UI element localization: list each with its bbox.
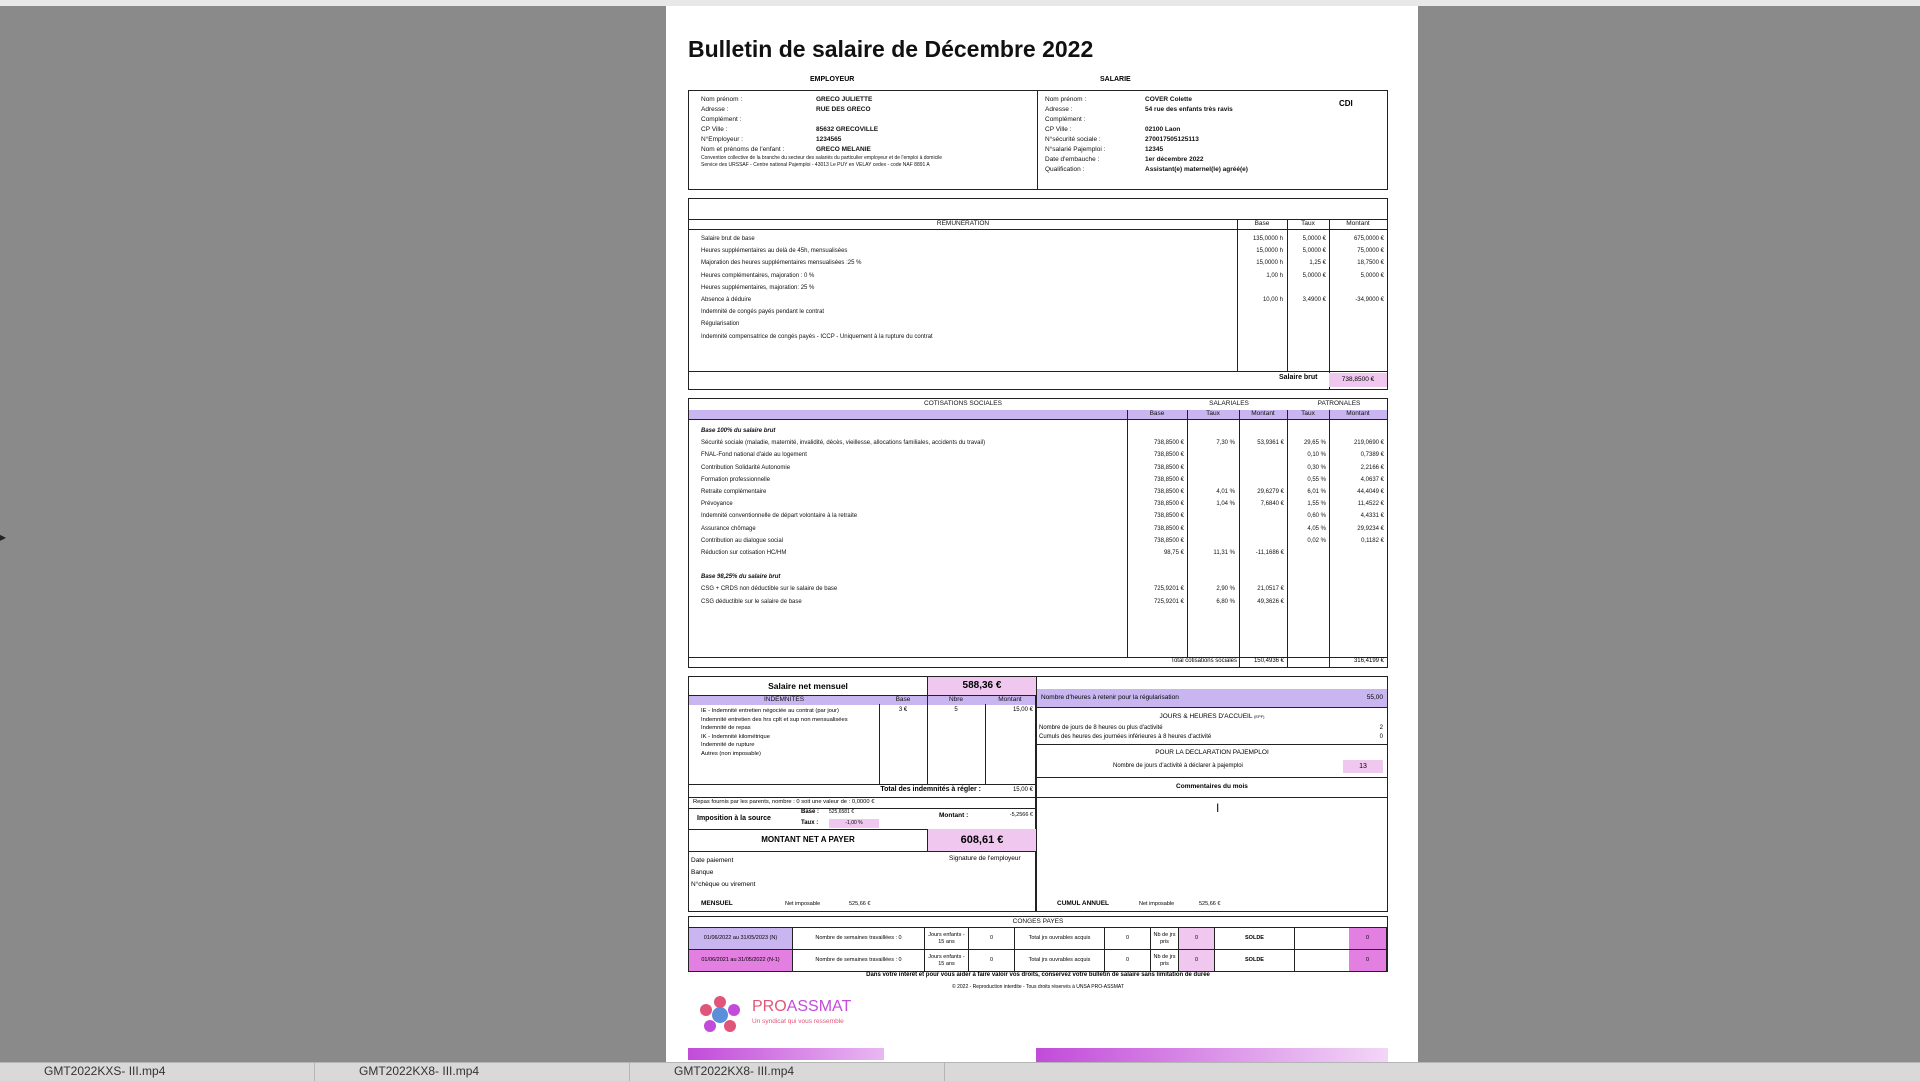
conges-row	[689, 950, 1387, 971]
cot-sal-taux-cell: 2,90 %	[1216, 586, 1235, 593]
cot-base-cell: 98,75 €	[1163, 549, 1184, 556]
cot-sal-taux-cell	[1187, 510, 1235, 522]
ind-base: 3 €	[898, 707, 908, 713]
cot-sal-montant-cell	[1239, 449, 1284, 461]
cot-pat-montant-cell: 219,0690 €	[1353, 440, 1384, 447]
cot-sal-montant-cell: 21,0517 €	[1257, 586, 1284, 593]
rem-label: Heures supplémentaires, majoration: 25 %	[701, 284, 815, 291]
cot-label: Réduction sur cotisation HC/HM	[701, 549, 787, 556]
employee-row-value: 02100 Laon	[1145, 126, 1181, 133]
cot-base-cell: 738,8500 €	[1153, 440, 1184, 447]
cot-pat-montant-cell	[1329, 596, 1384, 608]
employee-row	[1045, 125, 1248, 135]
rem-montant-cell: 5,0000 €	[1360, 272, 1384, 279]
cot-sal-taux-cell	[1187, 535, 1235, 547]
expand-arrow-icon[interactable]: ▸	[0, 530, 7, 544]
rem-label: Indemnité compensatrice de congés payés - ICCP - Uniquement à la rupture du contrat	[701, 333, 933, 340]
cot-sal-taux-cell	[1187, 571, 1235, 583]
employer-row-value: 1234565	[816, 136, 842, 143]
rem-montant-cell	[1329, 318, 1384, 330]
cot-sal-montant-cell	[1239, 523, 1284, 535]
payment-cheque-label: N°chèque ou virement	[691, 881, 756, 888]
cot-pat-montant-cell: 29,9234 €	[1357, 525, 1384, 532]
cot-pat-montant-cell	[1329, 571, 1384, 583]
jours-heading: JOURS & HEURES D'ACCUEIL (EPF)	[1159, 713, 1265, 720]
indemnite-label: IE - Indemnité entretien négociée au contrat (par jour)	[701, 708, 839, 714]
cot-sal-taux-cell	[1187, 559, 1235, 571]
cot-label: Contribution au dialogue social	[701, 537, 784, 544]
urssaf-text: Service des URSSAF - Centre national Pajemploi - 43013 Le PUY en VELAY cedex - code NAF 8891 A	[701, 162, 930, 168]
cot-sal-montant-cell	[1239, 425, 1284, 437]
employer-row-key: CP Ville :	[701, 126, 728, 133]
cumul-annuel-label: CUMUL ANNUEL	[1057, 900, 1109, 907]
rem-base-cell: 15,0000 h	[1256, 248, 1283, 255]
conges-ouvrables-value: 0	[1105, 928, 1151, 949]
rem-label: Majoration des heures supplémentaires mensualisées :25 %	[701, 260, 862, 267]
decl-value: 13	[1343, 760, 1383, 773]
employer-row	[701, 135, 942, 145]
right-info-section	[1036, 676, 1388, 912]
employee-row-value: 54 rue des enfants très ravis	[1145, 106, 1233, 113]
pay-value: 608,61 €	[927, 829, 1036, 851]
indemnites-heading: INDEMNITES	[763, 696, 805, 703]
conges-ouvrables-value: 0	[1105, 950, 1151, 971]
document-page	[666, 6, 1418, 1068]
cot-pat-taux-cell: 0,60 %	[1307, 513, 1326, 520]
patronales-heading: PATRONALES	[1317, 400, 1361, 407]
total-cotisations-pat: 316,4199 €	[1353, 658, 1384, 664]
salariales-heading: SALARIALES	[1209, 400, 1249, 407]
rem-montant-cell	[1329, 282, 1384, 294]
ind-montant: 15,00 €	[1012, 707, 1033, 713]
rem-montant-cell: 675,0000 €	[1353, 236, 1384, 242]
cot-pat-montant-cell	[1329, 559, 1384, 571]
cot-sal-taux-cell: 11,31 %	[1213, 549, 1235, 556]
cot-label: Assurance chômage	[701, 525, 756, 532]
cot-base-cell: 738,8500 €	[1153, 501, 1184, 508]
indemnite-label: Indemnité entretien des hrs cplt et sup non mensualisées	[701, 716, 848, 723]
employee-row-value: 1er décembre 2022	[1145, 156, 1204, 163]
ind-col-base: Base	[895, 696, 911, 703]
decorative-band-left	[688, 1048, 884, 1060]
cot-sal-montant-cell: 49,3626 €	[1257, 598, 1284, 605]
cot-label	[701, 559, 985, 571]
cot-label: Formation professionnelle	[701, 476, 771, 483]
remuneration-heading: REMUNERATION	[936, 220, 990, 227]
cot-pat-taux-cell	[1287, 596, 1326, 608]
ind-total-value: 15,00 €	[1012, 787, 1033, 793]
rem-taux-cell: 5,0000 €	[1302, 236, 1326, 242]
conges-solde-value: 0	[1349, 928, 1387, 949]
employer-row-value: GRECO MELANIE	[816, 146, 871, 153]
signature-label: Signature de l'employeur	[949, 855, 1021, 862]
employee-row-key: Nom prénom :	[1045, 96, 1087, 103]
cot-base-cell	[1127, 559, 1184, 571]
jours8-label: Nombre de jours de 8 heures ou plus d'activité	[1039, 725, 1163, 731]
rem-label: Absence à déduire	[701, 296, 752, 303]
employer-row-key: N°Employeur :	[701, 136, 743, 143]
cot-sal-taux-cell	[1187, 523, 1235, 535]
decl-heading: POUR LA DECLARATION PAJEMPLOI	[1155, 749, 1269, 756]
pay-label: MONTANT NET A PAYER	[761, 835, 855, 844]
cot-pat-montant-cell	[1329, 547, 1384, 559]
payment-info	[691, 855, 755, 891]
conges-period: 01/06/2022 au 31/05/2023 (N)	[689, 928, 793, 949]
cot-label: CSG + CRDS non déductible sur le salaire de base	[701, 586, 838, 593]
regul-value: 55,00	[1366, 694, 1383, 701]
rem-montant-cell: -34,9000 €	[1355, 296, 1384, 303]
ind-nbre: 5	[954, 707, 958, 713]
employee-row	[1045, 95, 1248, 105]
employer-row	[701, 95, 942, 105]
net-label: Salaire net mensuel	[768, 681, 848, 691]
employer-row-value: 85632 GRECOVILLE	[816, 126, 879, 133]
rem-taux-cell: 3,4900 €	[1302, 296, 1326, 303]
rem-col-taux: Taux	[1301, 220, 1315, 227]
cot-col-pat-montant: Montant	[1346, 410, 1370, 417]
cot-col-base: Base	[1149, 410, 1165, 417]
cot-label: CSG déductible sur le salaire de base	[701, 598, 802, 605]
cot-pat-taux-cell	[1287, 559, 1326, 571]
cot-col-sal-taux: Taux	[1206, 410, 1220, 417]
rem-base-cell	[1237, 306, 1283, 318]
decl-label: Nombre de jours d'activité à déclarer à pajemploi	[1113, 763, 1243, 769]
rem-base-cell	[1237, 282, 1283, 294]
cotisations-heading: COTISATIONS SOCIALES	[924, 400, 1002, 407]
rem-base-cell	[1237, 318, 1283, 330]
ind-total-label: Total des indemnités à régler :	[880, 786, 981, 793]
employee-row-key: Adresse :	[1045, 106, 1073, 113]
cot-base-cell: 738,8500 €	[1153, 452, 1184, 459]
cot-base-cell: 738,8500 €	[1153, 525, 1184, 532]
cot-col-sal-montant: Montant	[1251, 410, 1275, 417]
repas-text: Repas fournis par les parents, nombre : 0 soit une valeur de : 0,0000 €	[693, 799, 875, 805]
cot-sal-montant-cell	[1239, 510, 1284, 522]
impot-taux-value: -1,00 %	[829, 819, 879, 828]
employer-heading: EMPLOYEUR	[810, 76, 855, 83]
net-section	[688, 676, 1036, 912]
file-tab[interactable]: GMT2022KXS- III.mp4	[0, 1063, 315, 1081]
cot-sal-montant-cell: 53,9361 €	[1257, 440, 1284, 447]
impot-label: Imposition à la source	[697, 815, 771, 822]
employee-row-value: 270017505125113	[1145, 136, 1199, 143]
cumul-net-label: Net imposable	[1139, 901, 1175, 907]
jours8-value: 2	[1379, 725, 1383, 731]
cot-sal-montant-cell: 29,6279 €	[1257, 488, 1284, 495]
conges-semaines: Nombre de semaines travaillées : 0	[793, 928, 925, 949]
cot-sal-taux-cell: 1,04 %	[1216, 501, 1235, 508]
ind-col-montant: Montant	[998, 696, 1022, 703]
cot-sal-taux-cell: 4,01 %	[1216, 488, 1235, 495]
conges-ouvrables-label: Total jrs ouvrables acquis	[1015, 950, 1105, 971]
conges-ouvrables-label: Total jrs ouvrables acquis	[1015, 928, 1105, 949]
indemnite-label: Indemnité de repas	[701, 725, 751, 731]
rem-montant-cell	[1329, 331, 1384, 343]
cumul-net-value: 525,66 €	[1199, 901, 1221, 907]
employer-row-key: Adresse :	[701, 106, 729, 113]
rem-montant-cell: 18,7500 €	[1357, 260, 1384, 267]
rem-label: Heures complémentaires, majoration : 0 %	[701, 272, 815, 279]
employee-row	[1045, 135, 1248, 145]
cot-pat-taux-cell	[1287, 547, 1326, 559]
conges-enfants-value: 0	[969, 950, 1015, 971]
brand-tagline: Un syndicat qui vous ressemble	[752, 1018, 844, 1025]
cot-base-cell	[1127, 425, 1184, 437]
employer-row-key: Nom et prénoms de l'enfant :	[701, 146, 785, 153]
file-tab[interactable]: GMT2022KX8- III.mp4	[315, 1063, 630, 1081]
employee-heading: SALARIE	[1100, 76, 1131, 83]
cot-base-cell: 738,8500 €	[1153, 476, 1184, 483]
ind-col-nbre: Nbre	[948, 696, 964, 703]
file-tabs-bar	[0, 1062, 1920, 1081]
cot-label: Contribution Solidarité Autonomie	[701, 464, 791, 471]
brand-name: PROASSMAT	[752, 998, 852, 1015]
proassmat-logo	[696, 994, 852, 1039]
cot-pat-montant-cell: 0,7389 €	[1360, 452, 1384, 459]
indemnite-label: Indemnité de rupture	[701, 742, 755, 748]
footer-note: Dans votre intérêt et pour vous aider à faire valoir vos droits, conservez votre bulletin de salaire sans limitation de durée	[866, 972, 1210, 978]
conges-period: 01/06/2021 au 31/05/2022 (N-1)	[689, 950, 793, 971]
employee-row	[1045, 165, 1248, 175]
mensuel-net-label: Net imposable	[785, 901, 821, 907]
indemnite-label: Autres (non imposable)	[701, 750, 761, 757]
impot-montant-value: -5,2566 €	[1009, 812, 1033, 818]
employee-row	[1045, 105, 1248, 115]
conges-box	[688, 916, 1388, 972]
employer-row	[701, 105, 942, 115]
cot-pat-taux-cell	[1287, 425, 1326, 437]
conges-pris-label: Nb de jrs pris	[1151, 928, 1179, 949]
cot-label: Sécurité sociale (maladie, maternité, invalidité, décès, vieillesse, allocations familiales, accidents du travail)	[701, 440, 986, 447]
rem-label: Régularisation	[701, 321, 740, 328]
employer-row-value: RUE DES GRECO	[816, 106, 871, 113]
text-cursor-icon: I	[1216, 801, 1220, 815]
rem-montant-cell: 75,0000 €	[1357, 248, 1384, 255]
conges-solde-label: SOLDE	[1215, 950, 1295, 971]
cot-base-cell: 725,9201 €	[1153, 586, 1184, 593]
contract-type: CDI	[1339, 99, 1353, 108]
cot-pat-montant-cell: 4,0637 €	[1360, 476, 1384, 483]
cot-sal-montant-cell	[1239, 462, 1284, 474]
employee-row	[1045, 115, 1248, 125]
footer-copyright: © 2022 - Reproduction interdite - Tous droits réservés à UNSA PRO-ASSMAT	[952, 984, 1124, 990]
cot-base-cell: 738,8500 €	[1153, 513, 1184, 520]
conges-pris-value: 0	[1179, 950, 1215, 971]
conges-pris-value: 0	[1179, 928, 1215, 949]
rem-base-cell: 15,0000 h	[1256, 260, 1283, 267]
cumul-value: 0	[1379, 734, 1383, 740]
rem-base-cell: 1,00 h	[1266, 272, 1283, 279]
rem-taux-cell	[1287, 282, 1326, 294]
cumul-label: Cumuls des heures des journées inférieures à 8 heures d'activité	[1039, 734, 1212, 740]
employer-row	[701, 145, 942, 155]
cot-sal-montant-cell	[1239, 571, 1284, 583]
cot-pat-montant-cell: 44,4049 €	[1357, 488, 1384, 495]
cot-pat-taux-cell	[1287, 571, 1326, 583]
rem-base-cell	[1237, 331, 1283, 343]
cot-col-pat-taux: Taux	[1301, 410, 1315, 417]
cot-pat-taux-cell: 0,55 %	[1307, 476, 1326, 483]
rem-taux-cell: 1,25 €	[1309, 260, 1326, 267]
cot-sal-taux-cell: 6,80 %	[1216, 598, 1235, 605]
cot-sal-taux-cell	[1187, 425, 1235, 437]
cot-label: Base 98,25% du salaire brut	[701, 574, 781, 581]
employer-block	[701, 95, 942, 169]
rem-label: Salaire brut de base	[701, 236, 755, 242]
cot-sal-montant-cell	[1239, 559, 1284, 571]
conges-enfants-label: Jours enfants - 15 ans	[925, 928, 969, 949]
rem-taux-cell	[1287, 306, 1326, 318]
rem-label: Indemnité de congés payés pendant le contrat	[701, 309, 825, 316]
conges-pris-label: Nb de jrs pris	[1151, 950, 1179, 971]
cot-pat-taux-cell: 6,01 %	[1307, 488, 1326, 495]
cot-sal-montant-cell	[1239, 474, 1284, 486]
brut-value: 738,8500 €	[1329, 373, 1387, 387]
cot-pat-taux-cell: 0,10 %	[1307, 452, 1326, 459]
indemnite-label: IK - Indemnité kilométrique	[701, 733, 770, 740]
impot-taux-label: Taux :	[801, 820, 819, 826]
employee-row-key: Complément :	[1045, 116, 1086, 123]
employer-row	[701, 115, 942, 125]
employee-row-value: Assistant(e) maternel(le) agréé(e)	[1145, 166, 1248, 173]
impot-montant-label: Montant :	[939, 812, 969, 819]
cot-base-cell: 738,8500 €	[1153, 537, 1184, 544]
rem-base-cell: 135,0000 h	[1252, 236, 1283, 242]
total-cotisations-sal: 150,4936 €	[1253, 658, 1284, 664]
rem-montant-cell	[1329, 306, 1384, 318]
rem-base-cell: 10,00 h	[1262, 296, 1283, 303]
employee-row-value: COVER Colette	[1145, 96, 1192, 103]
employee-block	[1045, 95, 1248, 175]
net-value: 588,36 €	[927, 677, 1036, 695]
cot-label: Indemnité conventionnelle de départ volontaire à la retraite	[701, 513, 858, 520]
cot-pat-montant-cell	[1329, 583, 1384, 595]
cot-sal-taux-cell	[1187, 474, 1235, 486]
employee-row-key: Qualification :	[1045, 166, 1085, 173]
employee-row-key: N°salarié Pajemploi :	[1045, 146, 1106, 153]
payment-date-label: Date paiement	[691, 857, 734, 864]
cot-sal-taux-cell	[1187, 462, 1235, 474]
cot-sal-taux-cell	[1187, 449, 1235, 461]
cot-pat-montant-cell: 11,4522 €	[1357, 501, 1384, 508]
cot-label: FNAL-Fond national d'aide au logement	[701, 452, 807, 459]
rem-col-base: Base	[1254, 220, 1270, 227]
cot-pat-montant-cell: 2,2166 €	[1360, 464, 1384, 471]
cot-sal-taux-cell: 7,30 %	[1216, 440, 1235, 447]
employer-row-key: Nom prénom :	[701, 96, 743, 103]
cot-pat-montant-cell: 4,4331 €	[1360, 513, 1384, 520]
cot-label: Base 100% du salaire brut	[701, 428, 776, 434]
payment-bank-label: Banque	[691, 869, 714, 876]
regul-label: Nombre d'heures à retenir pour la régularisation	[1041, 694, 1179, 701]
cot-sal-montant-cell	[1239, 535, 1284, 547]
rem-col-montant: Montant	[1346, 220, 1370, 227]
impot-base-label: Base :	[801, 809, 820, 815]
cot-sal-montant-cell: -11,1686 €	[1255, 549, 1284, 556]
employee-row	[1045, 155, 1248, 165]
cot-pat-taux-cell: 0,02 %	[1307, 537, 1326, 544]
cot-base-cell	[1127, 571, 1184, 583]
cot-pat-taux-cell: 0,30 %	[1307, 464, 1326, 471]
employee-row-key: N°sécurité sociale :	[1045, 136, 1101, 143]
impot-base-value: 525,6581 €	[829, 809, 855, 815]
cot-label: Retraite complémentaire	[701, 488, 767, 495]
file-tab[interactable]: GMT2022KX8- III.mp4	[630, 1063, 945, 1081]
rem-taux-cell	[1287, 331, 1326, 343]
employee-row-key: Date d'embauche :	[1045, 156, 1100, 163]
comment-label[interactable]: Commentaires du mois	[1176, 783, 1248, 790]
employer-row-key: Complément :	[701, 116, 742, 123]
flower-logo-icon	[696, 994, 744, 1034]
employee-row-value: 12345	[1145, 146, 1164, 153]
cot-pat-taux-cell: 1,55 %	[1307, 501, 1326, 508]
convention-text: Convention collective de la branche du secteur des salariés du particulier employeur et de l'emploi à domicile	[701, 155, 943, 161]
conges-heading: CONGES PAYES	[1012, 918, 1064, 925]
conges-solde-label: SOLDE	[1215, 928, 1295, 949]
conges-enfants-label: Jours enfants - 15 ans	[925, 950, 969, 971]
cot-label: Prévoyance	[701, 501, 733, 508]
conges-row	[689, 928, 1387, 950]
conges-solde-value: 0	[1349, 950, 1387, 971]
cot-pat-taux-cell: 29,65 %	[1303, 440, 1326, 447]
conges-enfants-value: 0	[969, 928, 1015, 949]
rem-taux-cell: 5,0000 €	[1302, 272, 1326, 279]
cot-base-cell: 725,9201 €	[1153, 598, 1184, 605]
summary-row	[688, 898, 1388, 912]
cot-pat-taux-cell	[1287, 583, 1326, 595]
cot-base-cell: 738,8500 €	[1153, 464, 1184, 471]
employee-row	[1045, 145, 1248, 155]
rem-taux-cell	[1287, 318, 1326, 330]
mensuel-net-value: 525,66 €	[849, 901, 871, 907]
document-title: Bulletin de salaire de Décembre 2022	[688, 36, 1094, 62]
conges-semaines: Nombre de semaines travaillées : 0	[793, 950, 925, 971]
employer-row-value: GRECO JULIETTE	[816, 96, 873, 103]
cotisations-box	[688, 398, 1388, 668]
rem-label: Heures supplémentaires au delà de 45h, mensualisées	[701, 248, 848, 255]
cot-base-cell: 738,8500 €	[1153, 488, 1184, 495]
mensuel-label: MENSUEL	[701, 900, 733, 907]
cot-pat-taux-cell: 4,05 %	[1307, 525, 1326, 532]
cot-pat-montant-cell	[1329, 425, 1384, 437]
cot-pat-montant-cell: 0,1182 €	[1361, 537, 1384, 544]
brut-label: Salaire brut	[1279, 374, 1318, 381]
cot-sal-montant-cell: 7,6840 €	[1260, 501, 1284, 508]
total-cotisations-label: Total cotisations sociales	[1170, 658, 1237, 664]
employee-row-key: CP Ville :	[1045, 126, 1072, 133]
employer-row	[701, 125, 942, 135]
remuneration-box	[688, 198, 1388, 390]
identity-box	[688, 90, 1388, 190]
rem-taux-cell: 5,0000 €	[1302, 248, 1326, 255]
